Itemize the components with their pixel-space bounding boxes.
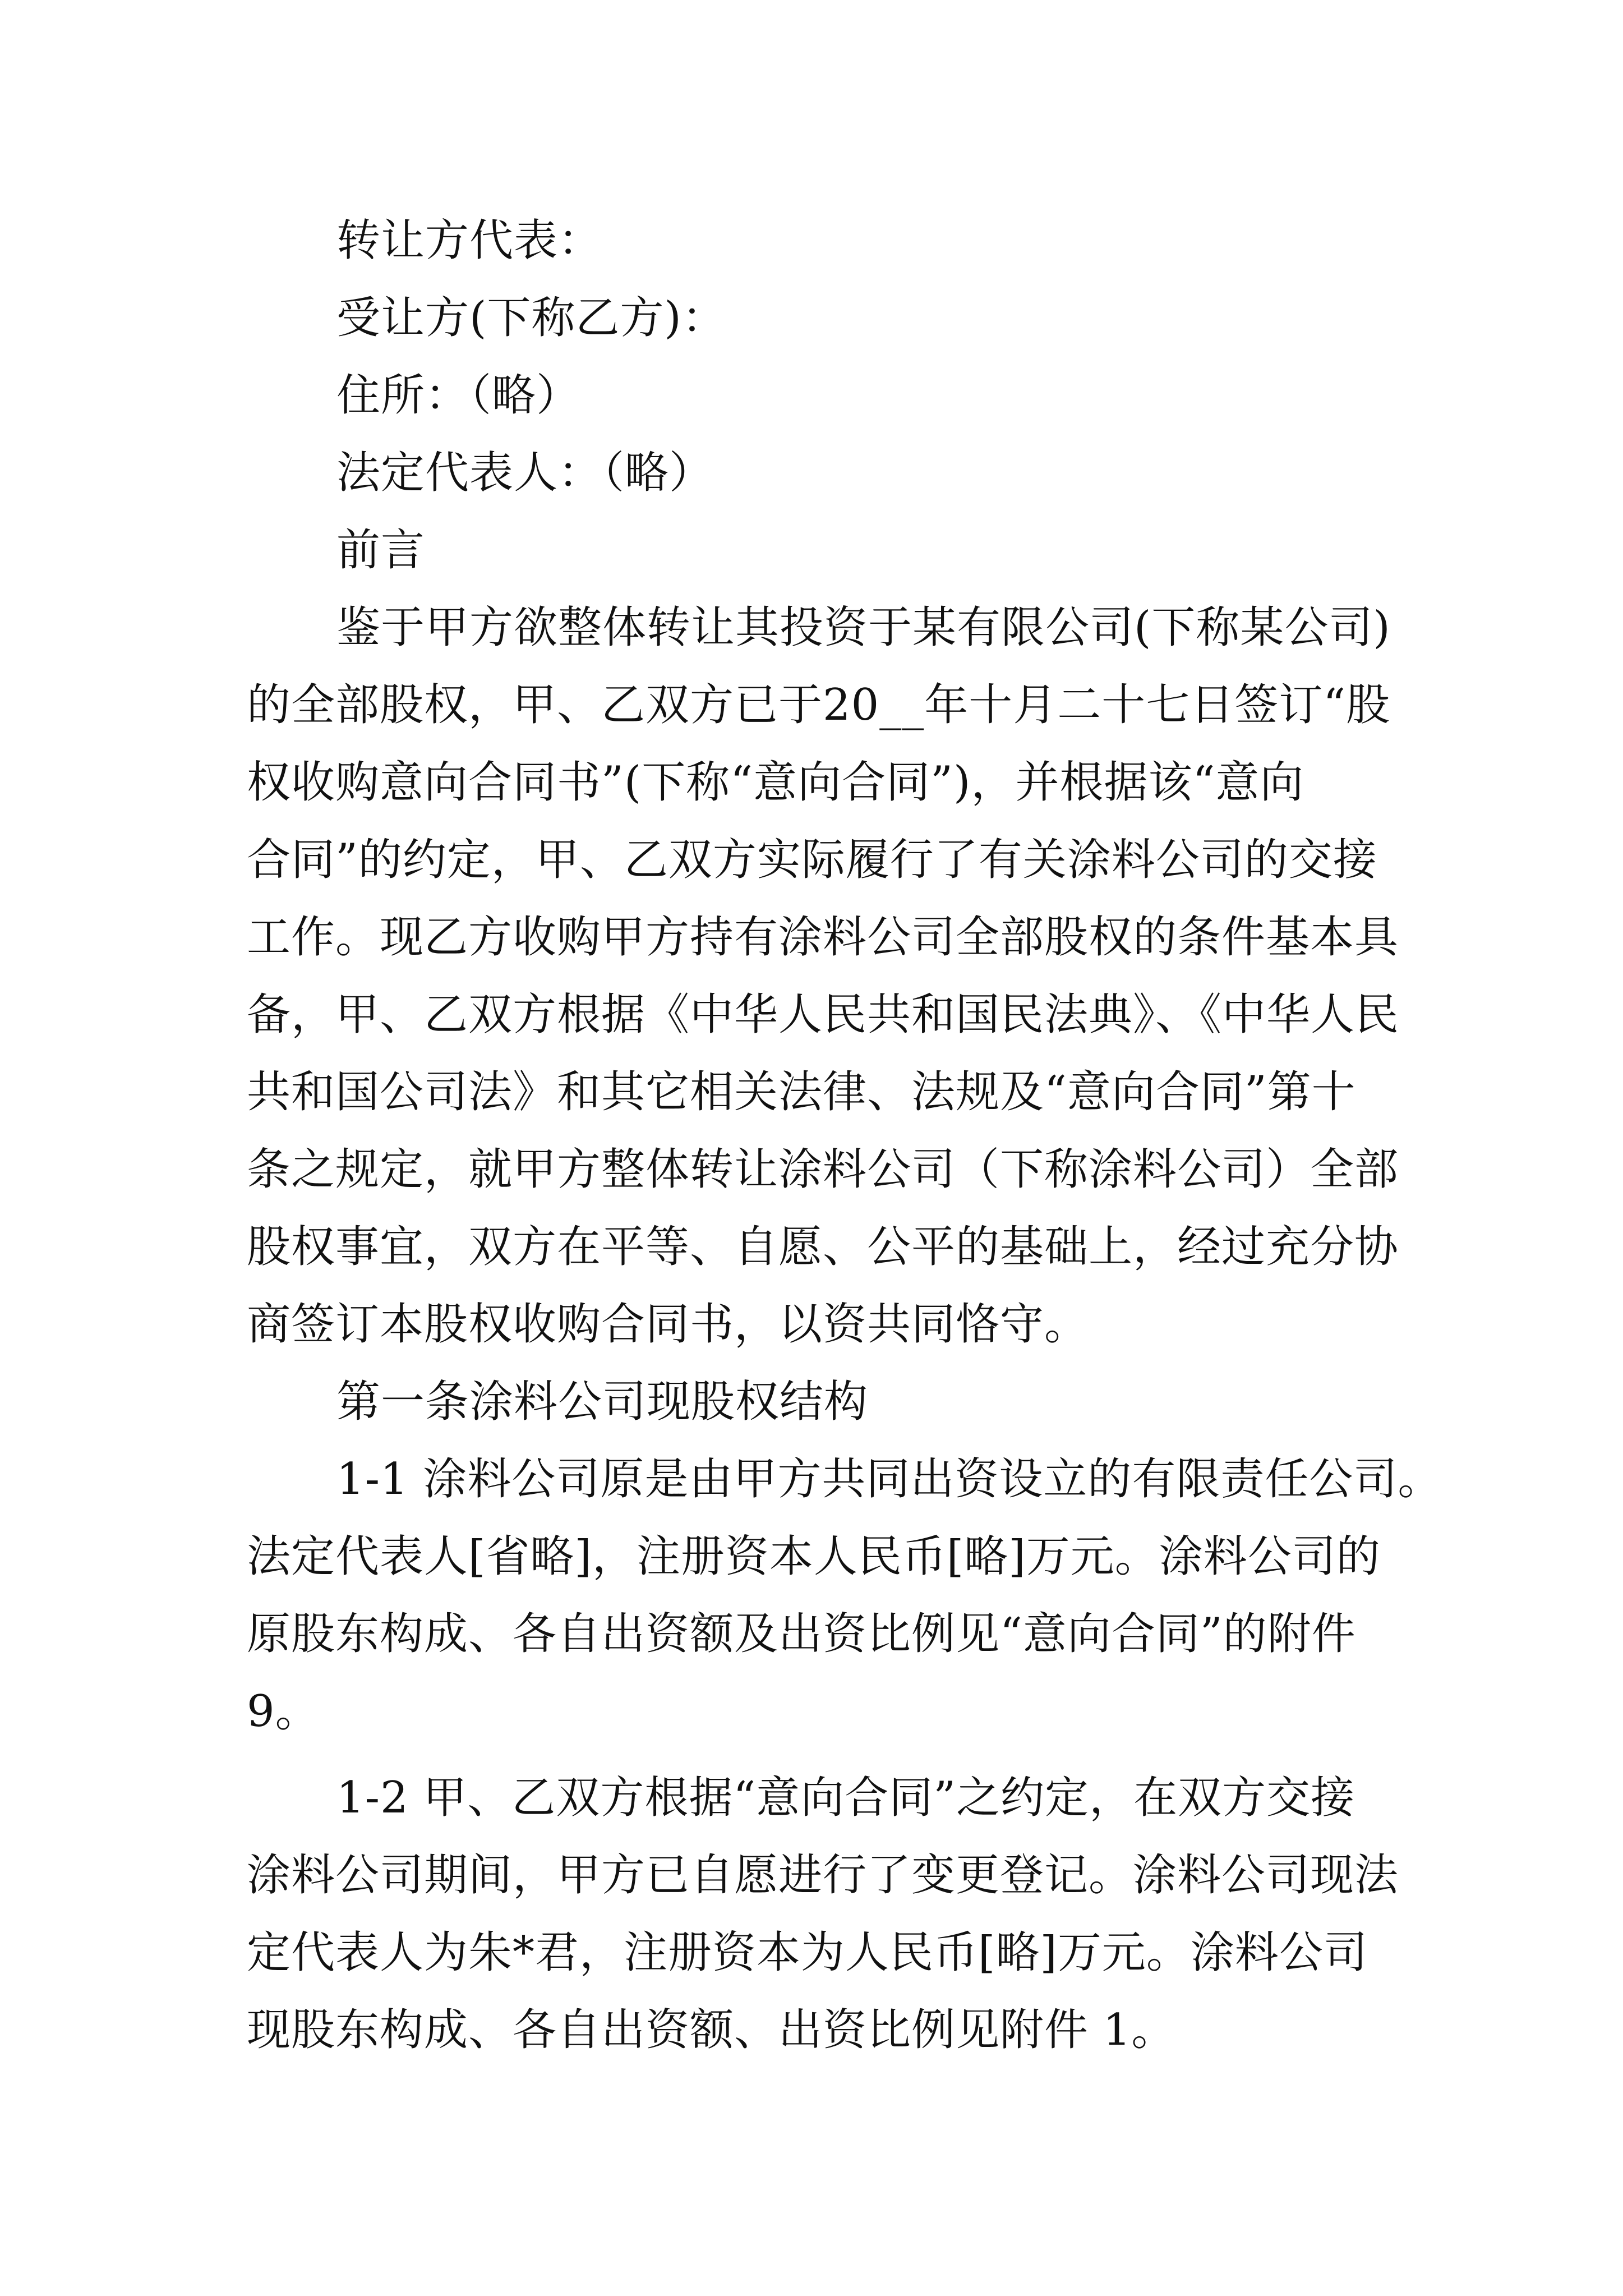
paragraph-line: 原股东构成、各自出资额及出资比例见“意向合同”的附件 <box>247 1609 1356 1659</box>
paragraph-line: 的全部股权，甲、乙双方已于20__年十月二十七日签订“股 <box>247 680 1391 730</box>
document-body <box>247 202 1442 2069</box>
paragraph-line: 法定代表人[省略]，注册资本人民币[略]万元。涂料公司的 <box>247 1531 1381 1582</box>
paragraph-line: 股权事宜，双方在平等、自愿、公平的基础上，经过充分协 <box>247 1222 1399 1272</box>
paragraph-line: 鉴于甲方欲整体转让其投资于某有限公司(下称某公司) <box>336 602 1391 653</box>
clause-1-2 <box>247 1759 1399 2069</box>
preface-heading: 前言 <box>336 525 426 576</box>
paragraph-line: 工作。现乙方收购甲方持有涂料公司全部股权的条件基本具 <box>247 912 1399 963</box>
paragraph-line: 9。 <box>247 1686 320 1737</box>
transferee-field: 受让方(下称乙方)： <box>336 293 726 343</box>
paragraph-line: 定代表人为朱*君，注册资本为人民币[略]万元。涂料公司 <box>247 1927 1368 1978</box>
address-field: 住所：（略） <box>336 370 581 421</box>
paragraph-line: 条之规定，就甲方整体转让涂料公司（下称涂料公司）全部 <box>247 1144 1399 1195</box>
paragraph-line: 1-1 涂料公司原是由甲方共同出资设立的有限责任公司。 <box>336 1454 1442 1504</box>
paragraph-line: 合同”的约定，甲、乙双方实际履行了有关涂料公司的交接 <box>247 835 1377 885</box>
paragraph-line: 现股东构成、各自出资额、出资比例见附件 1。 <box>247 2005 1176 2055</box>
paragraph-line: 共和国公司法》和其它相关法律、法规及“意向合同”第十 <box>247 1067 1356 1117</box>
article-1-heading: 第一条涂料公司现股权结构 <box>336 1377 869 1427</box>
preface-paragraph <box>247 589 1400 1363</box>
paragraph-spacer <box>247 1750 1391 1759</box>
legal-representative-field: 法定代表人：（略） <box>336 448 714 498</box>
paragraph-line: 备，甲、乙双方根据《中华人民共和国民法典》、《中华人民 <box>247 990 1400 1040</box>
paragraph-line: 涂料公司期间，甲方已自愿进行了变更登记。涂料公司现法 <box>247 1850 1399 1901</box>
clause-1-1 <box>247 1441 1442 1750</box>
paragraph-line: 权收购意向合同书”(下称“意向合同”)，并根据该“意向 <box>247 757 1304 808</box>
paragraph-line: 1-2 甲、乙双方根据“意向合同”之约定，在双方交接 <box>336 1773 1355 1823</box>
paragraph-line: 商签订本股权收购合同书，以资共同恪守。 <box>247 1299 1089 1350</box>
transferor-representative-field: 转让方代表： <box>336 215 603 266</box>
